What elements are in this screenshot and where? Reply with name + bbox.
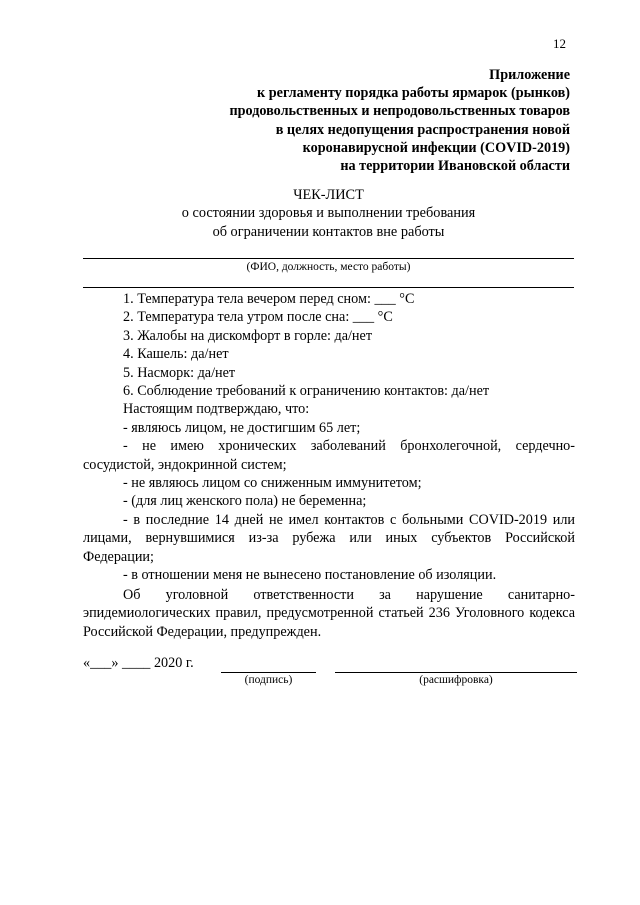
signature-caption: (подпись)	[244, 674, 293, 686]
appendix-line: продовольственных и непродовольственных товаров	[229, 103, 570, 120]
list-item: 1. Температура тела вечером перед сном: ___ °С	[123, 291, 415, 307]
fio-fill-line	[83, 258, 574, 259]
title-subtitle-2: об ограничении контактов вне работы	[212, 223, 445, 240]
list-item: 4. Кашель: да/нет	[123, 346, 229, 363]
appendix-line: в целях недопущения распространения новой	[275, 121, 570, 138]
title-subtitle-1: о состоянии здоровья и выполнении требования	[181, 205, 476, 222]
signature-line	[221, 672, 316, 673]
list-item: 6. Соблюдение требований к ограничению контактов: да/нет	[123, 383, 490, 400]
checklist-items	[83, 290, 575, 585]
list-item: Настоящим подтверждаю, что:	[123, 401, 310, 418]
list-item: - являюсь лицом, не достигшим 65 лет;	[123, 419, 361, 436]
list-item: - не имею хронических заболеваний бронхолегочной, сердечно-сосудистой, эндокринной систем;	[83, 438, 575, 473]
list-item: 3. Жалобы на дискомфорт в горле: да/нет	[123, 327, 373, 344]
liability-warning: Об уголовной ответственности за нарушение санитарно-эпидемиологических правил, предусмотренной статьей 236 Уголовного кодекса Российской Федерации, предупрежден.	[83, 587, 575, 640]
appendix-line: к регламенту порядка работы ярмарок (рынков)	[257, 85, 570, 102]
list-item: - (для лиц женского пола) не беременна;	[123, 493, 367, 510]
document-title	[0, 186, 640, 241]
decoding-caption: (расшифровка)	[419, 674, 493, 686]
appendix-line: коронавирусной инфекции (COVID-2019)	[302, 139, 570, 156]
list-item: - в последние 14 дней не имел контактов с больными COVID-2019 или лицами, вернувшимися из-за рубежа или иных субъектов Российской Федерации;	[83, 511, 575, 565]
date-line: «___» ____ 2020 г.	[83, 655, 194, 671]
appendix-line: на территории Ивановской области	[340, 158, 570, 175]
fio-caption: (ФИО, должность, место работы)	[246, 261, 411, 273]
list-item: - не являюсь лицом со сниженным иммунитетом;	[123, 475, 422, 492]
list-item: - в отношении меня не вынесено постановление об изоляции.	[123, 567, 497, 584]
appendix-line: Приложение	[489, 67, 570, 83]
title-heading: ЧЕК-ЛИСТ	[293, 187, 364, 203]
appendix-header	[150, 66, 570, 175]
decoding-line	[335, 672, 577, 673]
page-number: 12	[553, 36, 566, 51]
list-item: 5. Насморк: да/нет	[123, 364, 236, 381]
list-item: 2. Температура тела утром после сна: ___ °С	[123, 309, 393, 326]
fio-fill-line-2	[83, 287, 574, 288]
